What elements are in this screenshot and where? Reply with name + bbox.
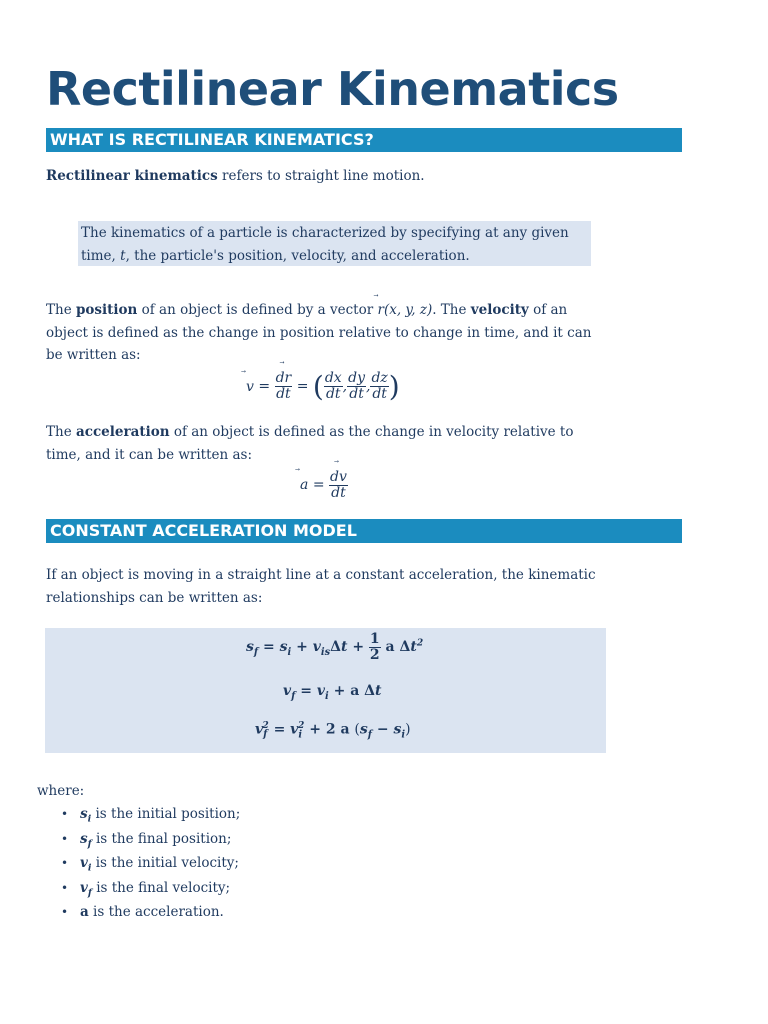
list-item: • $v_i$ is the initial velocity; [58, 852, 240, 877]
position-line-2: object is defined as the change in position relative to change in time, and it can [46, 324, 592, 341]
constant-paragraph [46, 564, 616, 609]
position-line-1 [46, 299, 606, 322]
accel-bold: acceleration [75, 424, 170, 440]
position-paragraph [46, 299, 606, 367]
vector-args: (x, y, z) [383, 302, 433, 318]
vector-r: r(x, y, z) [377, 302, 433, 318]
callout-line-2a: time, [81, 247, 121, 264]
intro-paragraph [46, 165, 425, 188]
callout-box [78, 221, 591, 266]
pos-a: The [46, 302, 76, 318]
list-item: • a is the acceleration. [58, 901, 240, 926]
pos-b: position [75, 302, 138, 318]
accel-line-1: The acceleration of an object is defined as the change in velocity relative to [46, 424, 574, 440]
position-line-3: be written as: [46, 347, 141, 363]
equations-box [45, 628, 606, 753]
intro-rest: refers to straight line motion. [217, 168, 425, 184]
acceleration-equation: a = d v dt [300, 469, 347, 501]
callout-line-1: The kinematics of a particle is characterized by specifying at any given [81, 225, 569, 241]
callout-t: t [120, 247, 126, 264]
velocity-equation: v = d r dt = ( $\frac{dx}{dt}$ , $\frac{dy}{dt}$ , $\frac{dz}{dt}$ ) [246, 370, 400, 403]
list-item: • $s_f$ is the final position; [58, 828, 240, 853]
variable-list [58, 803, 240, 926]
section-header-what-is: WHAT IS RECTILINEAR KINEMATICS? [46, 128, 682, 152]
accel-line-2: time, and it can be written as: [46, 446, 253, 463]
list-item: • $v_f$ is the final velocity; [58, 877, 240, 902]
pos-c: of an object is defined by a vector [137, 302, 378, 318]
const-line-1: If an object is moving in a straight line at a constant acceleration, the kinematic [46, 567, 596, 583]
where-label: where: [37, 783, 85, 799]
list-item: • $s_i$ is the initial position; [58, 803, 240, 828]
const-line-2: relationships can be written as: [46, 589, 263, 606]
section-header-constant-acceleration: CONSTANT ACCELERATION MODEL [46, 519, 682, 543]
pos-e: velocity [470, 302, 529, 318]
equation-velocity-squared: $v_f^2 = v_i^2 + 2$ a $(s_f - s_i)$ [255, 720, 411, 741]
callout-line-2 [81, 245, 591, 268]
equation-position: $s_f = s_i + v_{is}\Delta t$ + $\frac{1}{2}$ a $\Delta t^2$ [246, 631, 424, 663]
intro-bold: Rectilinear kinematics [46, 168, 218, 184]
callout-line-2b: , the particle's position, velocity, and acceleration. [125, 247, 470, 264]
acceleration-paragraph [46, 421, 606, 466]
page-title: Rectilinear Kinematics [46, 62, 619, 116]
pos-f: of an [528, 302, 568, 318]
equation-velocity: $v_f = v_i + a$ Δt [283, 683, 382, 702]
pos-d: . The [432, 302, 471, 318]
